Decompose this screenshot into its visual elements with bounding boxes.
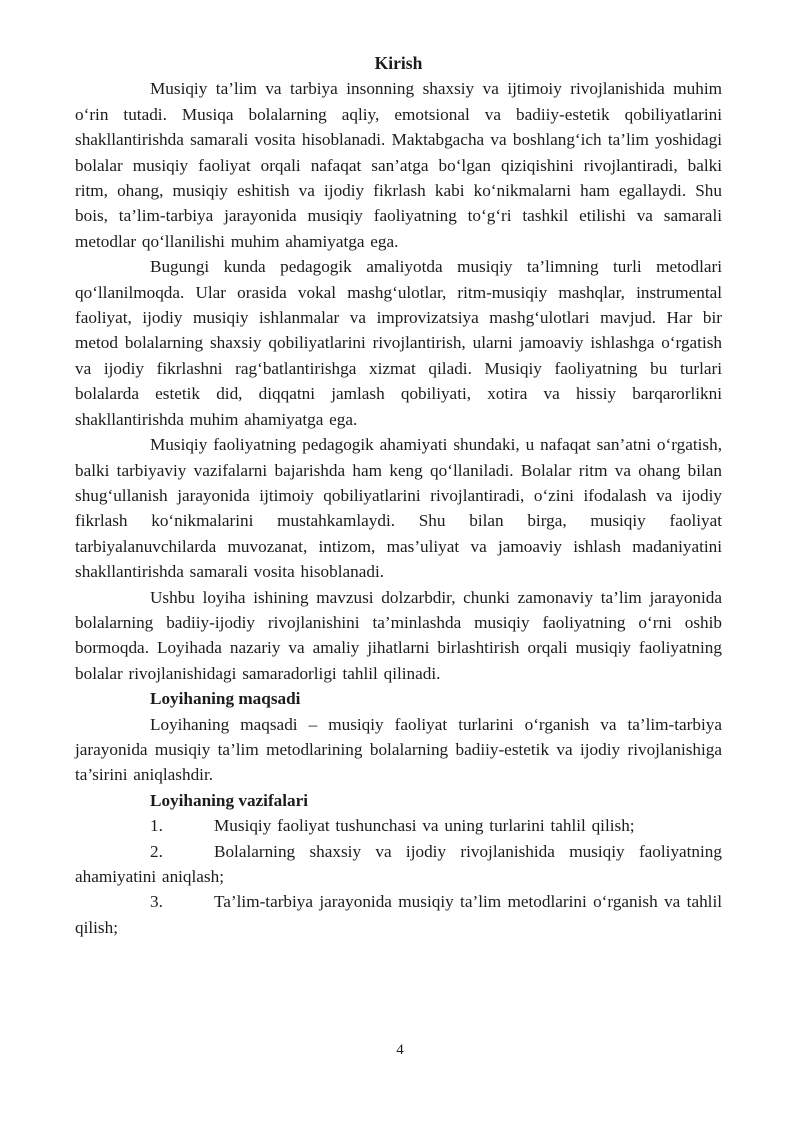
- task-item-3: [75, 889, 722, 940]
- intro-paragraph-3: Musiqiy faoliyatning pedagogik ahamiyati shundaki, u nafaqat san’atni o‘rgatish, balki tarbiyaviy vazifalarni bajarishda ham keng qo‘llaniladi. Bolalar ritm va ohang bilan shug‘ullanish jarayonida ijtimoiy qobiliyatlarini rivojlantiradi, o‘zini ifodalash va ijodiy fikrlash ko‘nikmalarini mustahkamlaydi. Shu bilan birga, musiqiy faoliyat tarbiyalanuvchilarda muvozanat, intizom, mas’uliyat va jamoaviy ishlash madaniyatini shakllantirishda samarali vosita hisoblanadi.: [75, 435, 722, 582]
- maqsad-paragraph: Loyihaning maqsadi – musiqiy faoliyat turlarini o‘rganish va ta’lim-tarbiya jarayonida musiqiy ta’lim metodlarining bolalarning badiiy-estetik va ijodiy rivojlanishiga ta’sirini aniqlashdir.: [75, 714, 722, 785]
- task-text-3: Ta’lim-tarbiya jarayonida musiqiy ta’lim metodlarini o‘rganish va tahlil qilish;: [75, 892, 722, 937]
- section-heading-vazifalar: Loyihaning vazifalari: [150, 790, 309, 810]
- task-text-2: Bolalarning shaxsiy va ijodiy rivojlanishida musiqiy faoliyatning ahamiyatini aniqlash;: [75, 841, 722, 886]
- task-text-1: Musiqiy faoliyat tushunchasi va uning turlarini tahlil qilish;: [214, 816, 635, 836]
- intro-paragraph-2: Bugungi kunda pedagogik amaliyotda musiqiy ta’limning turli metodlari qo‘llanilmoqda. Ular orasida vokal mashg‘ulotlar, ritm-musiqiy mashqlar, instrumental faoliyat, ijodiy musiqiy ishlanmalar va improvizatsiya mashg‘ulotlari mavjud. Har bir metod bolalarning shaxsiy qobiliyatlarini rivojlantirish, ularni jamoaviy ishlashga o‘rgatish va ijodiy fikrlashni rag‘batlantirishga xizmat qiladi. Musiqiy faoliyatning bu turlari bolalarda estetik did, diqqatni jamlash qobiliyati, xotira va hissiy barqarorlikni shakllantirishda muhim ahamiyatga ega.: [75, 257, 722, 429]
- page-number: 4: [396, 1042, 404, 1058]
- task-number-2: 2.: [150, 841, 163, 861]
- task-number-3: 3.: [150, 892, 163, 912]
- task-number-1: 1.: [150, 816, 163, 836]
- task-item-2: [75, 839, 722, 890]
- page-title: Kirish: [374, 53, 423, 73]
- intro-paragraph-4: Ushbu loyiha ishining mavzusi dolzarbdir, chunki zamonaviy ta’lim jarayonida bolalarning badiiy-ijodiy rivojlanishini ta’minlashda musiqiy faoliyatning o‘rni oshib bormoqda. Loyihada nazariy va amaliy jihatlarni birlashtirish orqali musiqiy faoliyatning bolalar rivojlanishidagi samaradorligi tahlil qilinadi.: [75, 587, 722, 683]
- intro-paragraph-1: Musiqiy ta’lim va tarbiya insonning shaxsiy va ijtimoiy rivojlanishida muhim o‘rin tutadi. Musiqa bolalarning aqliy, emotsional va badiiy-estetik qobiliyatlarini shakllantirishda samarali vosita hisoblanadi. Maktabgacha va boshlang‘ich ta’lim yoshidagi bolalar musiqiy faoliyat orqali nafaqat san’atga bo‘lgan qiziqishini rivojlantiradi, balki ritm, ohang, musiqiy eshitish va ijodiy fikrlash kabi ko‘nikmalarni ham egallaydi. Shu bois, ta’lim-tarbiya jarayonida musiqiy faoliyatning to‘g‘ri tashkil etilishi va samarali metodlar qo‘llanilishi muhim ahamiyatga ega.: [75, 79, 722, 251]
- task-item-1: [75, 813, 722, 838]
- section-heading-maqsad: Loyihaning maqsadi: [150, 689, 301, 709]
